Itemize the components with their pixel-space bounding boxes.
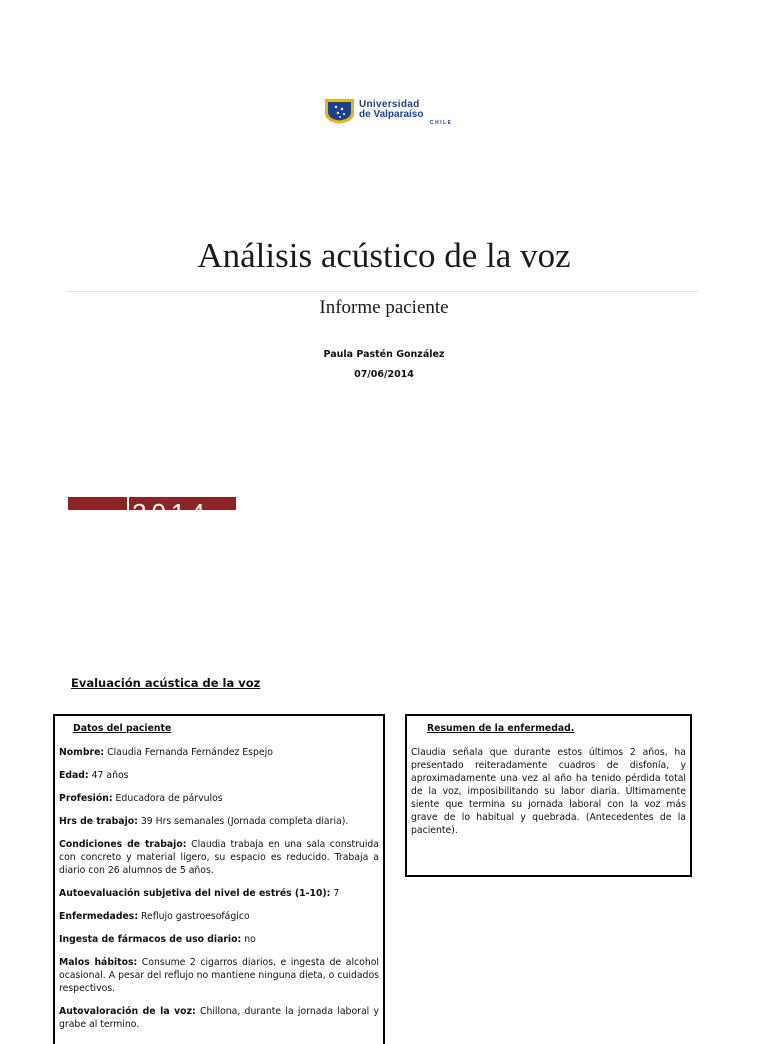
shield-icon	[324, 98, 355, 124]
year-banner	[68, 497, 236, 528]
patient-field	[59, 910, 379, 923]
field-label: Nombre:	[59, 747, 105, 758]
document-title: Análisis acústico de la voz	[197, 236, 571, 275]
patient-field	[59, 769, 379, 782]
field-value: Claudia trabaja en una sala construida con concreto y material ligero, su espacio es reducido. Trabaja a diario con 26 alumnos de 5 años.	[59, 839, 379, 876]
disease-summary-box	[405, 714, 692, 877]
disease-summary-text: Claudia señala que durante estos últimos 2 años, ha presentado reiteradamente cuadros de disfonía, y aproximadamente una vez al año ha tenido pérdida total de la voz, imposibilitando su labor diaria. Últimamente siente que termina su jornada laboral con la voz más grave de lo habitual y quebrada. (Antecedentes de la paciente).	[411, 747, 686, 836]
field-label: Autoevaluación subjetiva del nivel de estrés (1-10):	[59, 888, 331, 899]
field-value: no	[241, 934, 256, 945]
patient-field	[59, 1005, 379, 1031]
year-text: 2014	[132, 498, 210, 528]
field-label: Condiciones de trabajo:	[59, 839, 187, 850]
patient-field	[59, 933, 379, 946]
field-value: 47 años	[88, 770, 129, 781]
field-value: 39 Hrs semanales (Jornada completa diaria).	[137, 816, 349, 827]
logo-line-2: de Valparaíso	[359, 109, 424, 120]
field-label: Hrs de trabajo:	[59, 816, 138, 827]
patient-field	[59, 956, 379, 995]
document-date: 07/06/2014	[354, 369, 414, 380]
field-value: Claudia Fernanda Fernández Espejo	[104, 747, 273, 758]
section-heading: Evaluación acústica de la voz	[71, 676, 261, 690]
disease-summary-heading: Resumen de la enfermedad.	[427, 723, 575, 734]
patient-field	[59, 838, 379, 877]
logo-line-3: CHILE	[430, 120, 453, 126]
field-label: Edad:	[59, 770, 89, 781]
title-divider	[67, 291, 699, 292]
field-value: Chillona, durante la jornada laboral y grabe al termino.	[59, 1006, 379, 1030]
field-value: 7	[330, 888, 340, 899]
field-label: Ingesta de fármacos de uso diario:	[59, 934, 242, 945]
patient-data-box	[53, 714, 385, 1044]
logo-line-1: Universidad	[359, 99, 420, 110]
field-value: Consume 2 cigarros diarios, e ingesta de alcohol ocasional. A pesar del reflujo no mantiene ninguna dieta, o cuidados respectivos.	[59, 957, 380, 994]
field-label: Malos hábitos:	[59, 957, 138, 968]
patient-field	[59, 792, 379, 805]
author-name: Paula Pastén González	[323, 349, 445, 360]
patient-fields	[59, 746, 379, 1031]
patient-data-heading: Datos del paciente	[73, 723, 172, 734]
field-label: Autovaloración de la voz:	[59, 1006, 196, 1017]
document-subtitle: Informe paciente	[319, 297, 449, 318]
patient-field	[59, 746, 379, 759]
field-value: Educadora de párvulos	[112, 793, 223, 804]
field-label: Profesión:	[59, 793, 113, 804]
patient-field	[59, 815, 379, 828]
university-logo	[324, 97, 453, 127]
field-label: Enfermedades:	[59, 911, 139, 922]
field-value: Reflujo gastroesofágico	[138, 911, 250, 922]
banner-divider	[127, 497, 129, 510]
patient-field	[59, 887, 379, 900]
